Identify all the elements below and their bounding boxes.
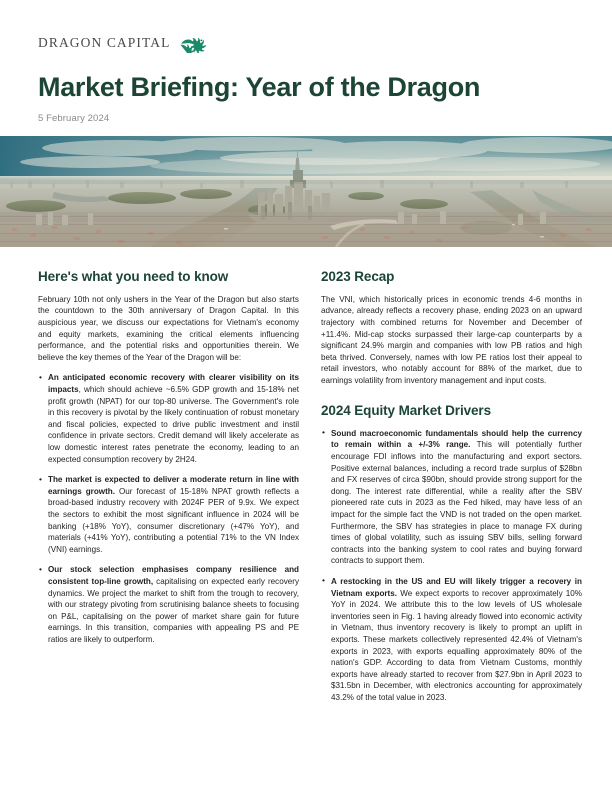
left-column — [38, 269, 299, 713]
heading-2024-drivers: 2024 Equity Market Drivers — [321, 402, 491, 418]
hero-image-cityscape — [0, 136, 612, 247]
drivers-list — [321, 428, 582, 704]
bullet-rest: , which should achieve ~6.5% GDP growth and 15-18% net profit growth (NPAT) for our top-80 universe. The Government's role in this recovery is pivotal by the likely continuation of robust monetary and fiscal policies, expected to drive public investment and instil confidence in private sectors. Credit demand will likely accelerate as low domestic interest rates penetrate the economy, leading to an expected consumption recovery by 2H24. — [48, 385, 299, 464]
page-title: Market Briefing: Year of the Dragon — [38, 72, 481, 102]
right-column — [321, 269, 582, 713]
publish-date: 5 February 2024 — [38, 112, 110, 124]
list-item — [321, 428, 582, 567]
list-item — [38, 474, 299, 555]
bullet-lead: An anticipated economic recovery with clearer visibility on its impacts — [48, 373, 299, 395]
bullet-rest: Our forecast of 15-18% NPAT growth reflects a broad-based industry recovery with 2024F PER of 9.9x. We expect the sectors to exhibit the most significant influence in 2024 will be banking (+18% YoY), consumer discretionary (+47% YoY), and materials (+41% YoY), contributing a potential 71% to the VN Index (VNI) earnings. — [48, 486, 299, 554]
bullet-lead: A restocking in the US and EU will likely trigger a recovery in Vietnam exports. — [331, 576, 582, 598]
bullet-rest: capitalising on expected early recovery dynamics. We project the market to shift from the trough to recovery, with our strategy pivoting from scrutinising balance sheets to focusing on P&L, capitalising on the power of market share gain for future earnings. In this transition, companies with appealing PS and PE ratios are likely to outperform. — [48, 576, 299, 644]
bullet-rest: We expect exports to recover approximately 10% YoY in 2024. We attribute this to the low levels of US wholesale inventories seen in Fig. 1 having already flowed into economic activity in Vietnam, thus inventory recovery is likely to prompt an uplift in exports. These markets collectively represented 42.4% of Vietnam's exports in 2023, with exports equalling approximately 80% of the nation's GDP. According to data from Vietnam Customs, monthly exports have already started to recover from $27.9bn in April 2023 to $31.5bn in December, with electronics accounting for approximately 43.2% of the total value in 2023. — [331, 588, 582, 702]
bullet-lead: Our stock selection emphasises company resilience and consistent top-line growth, — [48, 565, 299, 586]
document-header — [0, 0, 612, 124]
logo-wordmark: DRAGON CAPITAL — [38, 35, 171, 50]
heading-2023-recap: 2023 Recap — [321, 268, 395, 284]
bullet-rest: This will potentially further encourage FDI inflows into the manufacturing and export sectors. Positive external balances, including a record trade surplus of $28bn and FX reserves of circa $90bn, should provide strong support for the dong. The interest rate differential, while a reality after the SBV pioneered rate cuts in 2023 as the Fed hiked, may have less of an impact for the simple fact the VND is not traded on the open market. Furthermore, the SBV has strategies in place to manage FX during times of global volatility, such as issuing SBV bills, selling forward contracts into the banking system to cool rates and buying forward contracts to support them. — [331, 440, 582, 566]
bullet-lead: The market is expected to deliver a moderate return in line with earnings growth. — [48, 475, 299, 496]
bullet-lead: Sound macroeconomic fundamentals should help the currency to remain within a +/-3% range. — [331, 428, 582, 450]
list-item — [38, 372, 299, 465]
recap-paragraph: The VNI, which historically prices in economic trends 4-6 months in advance, already reflects a recovery phase, ending 2023 on an upward trajectory with combined returns for November and December of +11.4%. Mid-cap stocks surpassed their large-cap counterparts by a significant 24.9% margin and companies with low PB ratios and high beta thrived. Conversely, names with low PE ratios lost their appeal to retail investors, who notably account for 88% of the market, due to earnings volatility from inventory management and input costs. — [321, 294, 582, 386]
content-columns — [0, 247, 612, 713]
heading-need-to-know: Here's what you need to know — [38, 268, 229, 284]
list-item — [38, 564, 299, 645]
dragon-icon — [179, 34, 209, 53]
key-themes-list — [38, 372, 299, 645]
intro-paragraph: February 10th not only ushers in the Year of the Dragon but also starts the countdown to the 30th anniversary of Dragon Capital. In this auspicious year, we discuss our expectations for Vietnam's economy and equity markets, examining the critical elements influencing performance, and the potential risks and opportunities therein. We believe the key themes of the Year of the Dragon will be: — [38, 294, 299, 362]
brand-logo — [0, 30, 612, 56]
list-item — [321, 576, 582, 704]
